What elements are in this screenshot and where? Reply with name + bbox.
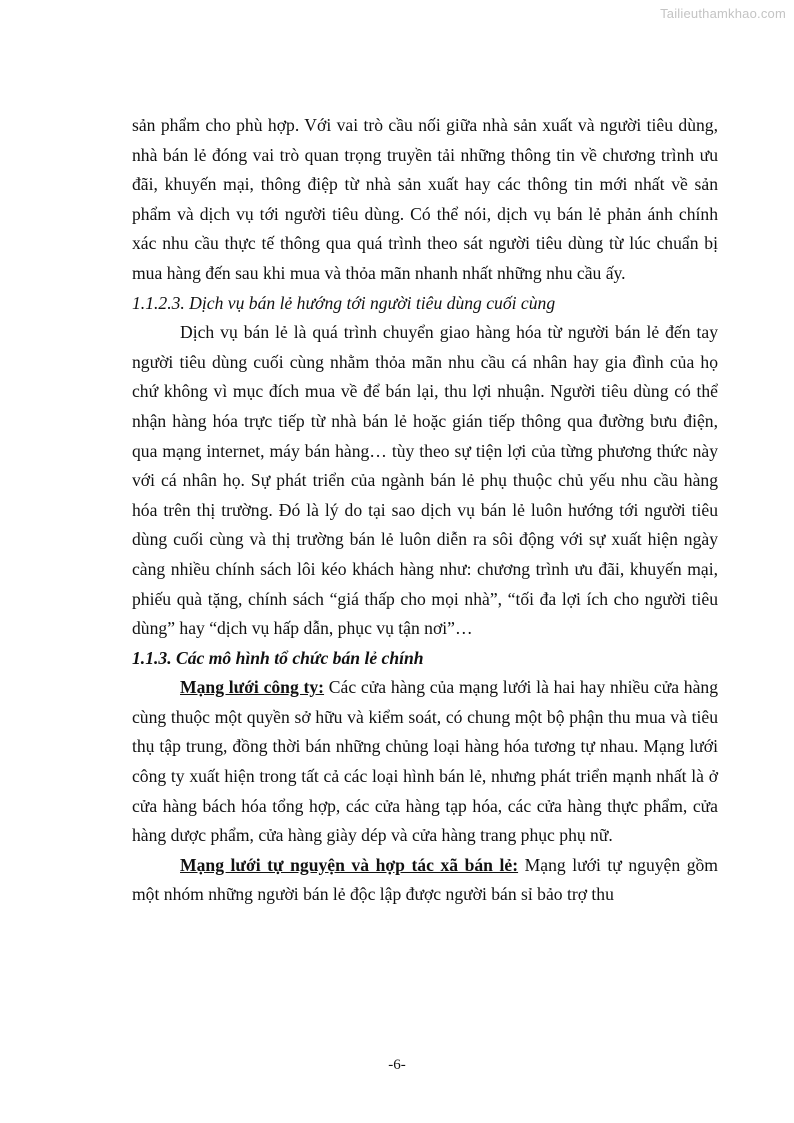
paragraph-voluntary-network-text: Mạng lưới tự nguyện gồm một nhóm những người bán lẻ độc lập được người bán sỉ bảo trợ thu [132, 854, 718, 905]
paragraph-voluntary-network [132, 851, 718, 910]
paragraph-company-network-text: Các cửa hàng của mạng lưới là hai hay nhiều cửa hàng cùng thuộc một quyền sở hữu và kiểm soát, có chung một bộ phận thu mua và tiêu thụ tập trung, đồng thời bán những chủng loại hàng hóa tương tự nhau. Mạng lưới công ty xuất hiện trong tất cả các loại hình bán lẻ, nhưng phát triển mạnh nhất là ở cửa hàng bách hóa tổng hợp, các cửa hàng tạp hóa, các cửa hàng thực phẩm, cửa hàng dược phẩm, cửa hàng giày dép và cửa hàng trang phục phụ nữ. [132, 677, 718, 846]
paragraph-company-network [132, 673, 718, 851]
paragraph-intro: sản phẩm cho phù hợp. Với vai trò cầu nối giữa nhà sản xuất và người tiêu dùng, nhà bán lẻ đóng vai trò quan trọng truyền tải những thông tin về chương trình ưu đãi, khuyến mại, thông điệp từ nhà sản xuất hay các thông tin mới nhất về sản phẩm và dịch vụ tới người tiêu dùng. Có thể nói, dịch vụ bán lẻ phản ánh chính xác nhu cầu thực tế thông qua quá trình theo sát người tiêu dùng từ lúc chuẩn bị mua hàng đến sau khi mua và thỏa mãn nhanh nhất những nhu cầu ấy. [132, 115, 718, 283]
heading-1-1-3: 1.1.3. Các mô hình tổ chức bán lẻ chính [132, 647, 424, 668]
term-company-network: Mạng lưới công ty: [180, 677, 325, 698]
term-voluntary-network: Mạng lưới tự nguyện và hợp tác xã bán lẻ: [180, 854, 519, 875]
paragraph-retail-consumer: Dịch vụ bán lẻ là quá trình chuyển giao hàng hóa từ người bán lẻ đến tay người tiêu dùng cuối cùng nhằm thỏa mãn nhu cầu cá nhân hay gia đình của họ chứ không vì mục đích mua về để bán lại, thu lợi nhuận. Người tiêu dùng có thể nhận hàng hóa trực tiếp từ nhà bán lẻ hoặc gián tiếp thông qua đường bưu điện, qua mạng internet, máy bán hàng… tùy theo sự tiện lợi của từng phương thức này với cá nhân họ. Sự phát triển của ngành bán lẻ phụ thuộc chủ yếu nhu cầu hàng hóa trên thị trường. Đó là lý do tại sao dịch vụ bán lẻ luôn hướng tới người tiêu dùng cuối cùng và thị trường bán lẻ luôn diễn ra sôi động với sự xuất hiện ngày càng nhiều chính sách lôi kéo khách hàng như: chương trình ưu đãi, khuyến mại, phiếu quà tặng, chính sách “giá thấp cho mọi nhà”, “tối đa lợi ích cho người tiêu dùng” hay “dịch vụ hấp dẫn, phục vụ tận nơi”… [132, 322, 718, 639]
document-body [132, 111, 718, 910]
heading-1-1-2-3: 1.1.2.3. Dịch vụ bán lẻ hướng tới người tiêu dùng cuối cùng [132, 292, 556, 313]
watermark-text: Tailieuthamkhao.com [660, 6, 786, 21]
page-number: -6- [388, 1057, 406, 1073]
